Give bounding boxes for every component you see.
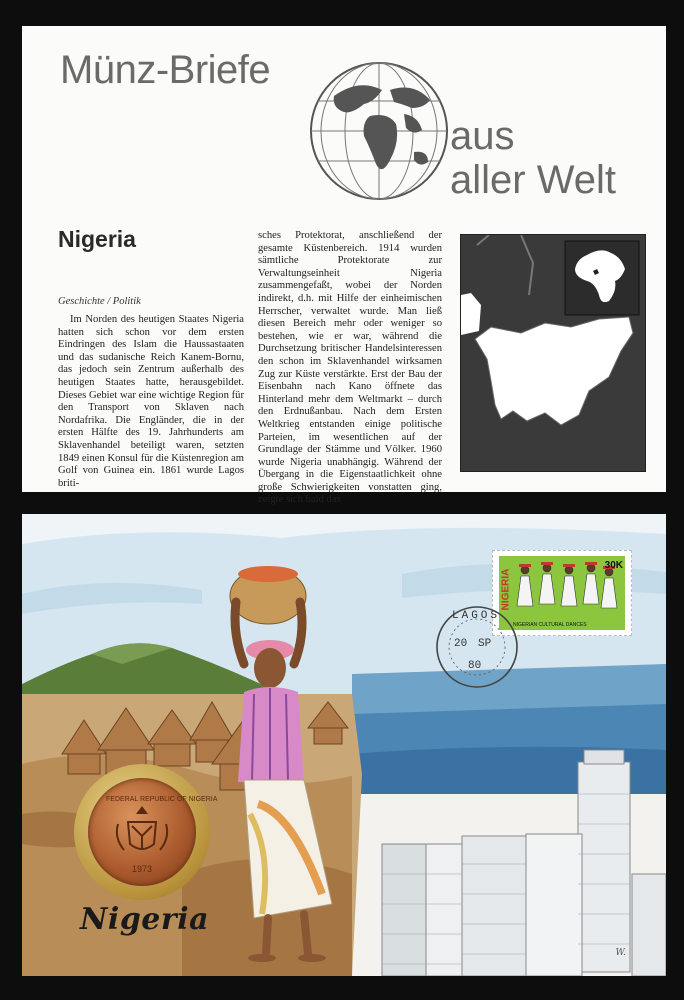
postmark-month: SP (478, 638, 492, 650)
brand-title-line1: Münz-Briefe (60, 48, 271, 92)
section-label: Geschichte / Politik (58, 296, 141, 307)
postmark-year: 80 (468, 660, 482, 672)
stamp-value-label: 30K (604, 560, 623, 571)
brand-title-line2: aus (450, 114, 515, 158)
info-card (22, 26, 666, 506)
history-text-column-1: Im Norden des heutigen Staates Nigeria hatten sich schon vor dem ersten Eindringen des Islam die Haussastaaten und das sudanische Reich Kanem-Bornu, das jedoch sein Zentrum außerhalb des heutigen Staates hatte, herausgebildet. Dieses Gebiet war eine wichtige Region für den Transport von Sklaven nach Nordafrika. Die Engländer, die in der ersten Hälfte des 19. Jahrhunderts am Sklavenhandel beteiligt waren, setzten 1849 einen Konsul für die Küstenregion am Golf von Guinea ein. 1861 wurde Lagos briti- (58, 314, 244, 489)
country-heading: Nigeria (58, 226, 136, 252)
nigeria-outline-map-icon (461, 235, 645, 471)
coin-legend: FEDERAL REPUBLIC OF NIGERIA (106, 796, 218, 803)
artist-signature: W. (615, 948, 626, 958)
cover-title: Nigeria (80, 902, 210, 937)
coin-year: 1973 (132, 864, 153, 874)
globe-icon (304, 56, 454, 206)
coin-cover-envelope (22, 514, 666, 976)
postmark (434, 604, 520, 690)
stamp-caption: NIGERIAN CULTURAL DANCES (513, 622, 587, 628)
brand-title-line3: aller Welt (450, 158, 616, 202)
history-text-column-2: sches Protektorat, anschließend der gesamte Küstenbereich. 1914 wurden sämtliche Protektorate zur Verwaltungseinheit Nigeria zusammengefaßt, wobei der Norden indirekt, d.h. mit Hilfe der einheimischen Herrscher, verwaltet wurde. Man ließ diesen Bereich mehr oder weniger so bestehen, wie er war, während die Durchsetzung britischer Handelsinteressen den schon im Sklavenhandel wirksamen Zug zur Küste verstärkte. Erst der Bau der Eisenbahn nach Kano öffnete das Hinterland mehr dem Weltmarkt – durch den Erdnußanbau. Nach dem Ersten Weltkrieg entstanden einige politische Parteien, im wesentlichen auf der Grundlage der Stämme und Völker. 1960 wurde Nigeria unabhängig. Während der Übergang in die Eigenstaatlichkeit ohne große Schwierigkeiten vonstatten ging, zeigte sich bald das (258, 230, 442, 506)
postmark-day: 20 (454, 638, 468, 650)
stamp-country-label: NIGERIA (500, 568, 512, 611)
nigeria-map (460, 234, 646, 472)
postmark-city: LAGOS (452, 610, 501, 622)
coin (88, 778, 218, 886)
